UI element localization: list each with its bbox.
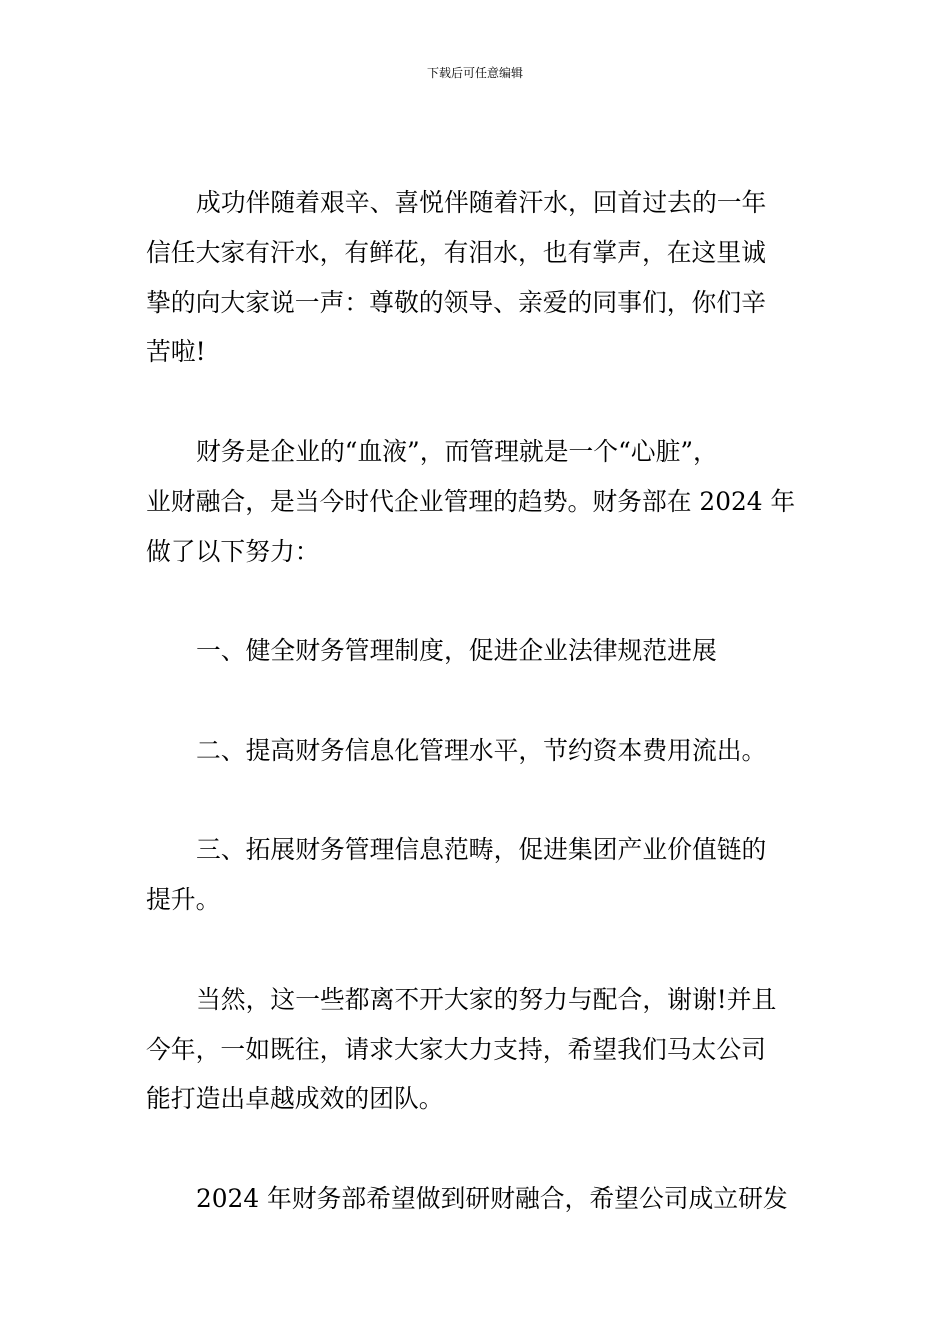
paragraph-7: [146, 1174, 810, 1224]
paragraph-line: 财务是企业的“血液”，而管理就是一个“心脏”，: [196, 436, 718, 466]
paragraph-line: 2024 年财务部希望做到研财融合，希望公司成立研发: [196, 1183, 788, 1213]
paragraph-line: 业财融合，是当今时代企业管理的趋势。财务部在 2024 年: [146, 486, 796, 516]
paragraph-line: 当然，这一些都离不开大家的努力与配合，谢谢!并且: [196, 984, 777, 1014]
paragraph-gap: [146, 576, 810, 626]
page-header: 下载后可任意编辑: [426, 66, 523, 80]
paragraph-line: 成功伴随着艰辛、喜悦伴随着汗水，回首过去的一年: [196, 188, 767, 217]
document-body: [146, 178, 810, 1224]
paragraph-5: [146, 825, 810, 925]
paragraph-gap: [146, 1124, 810, 1174]
paragraph-line: 二、提高财务信息化管理水平，节约资本费用流出。: [196, 735, 767, 765]
paragraph-gap: [146, 676, 810, 726]
paragraph-4: [146, 726, 810, 776]
paragraph-line: 今年，一如既往，请求大家大力支持，希望我们马太公司: [146, 1034, 766, 1064]
paragraph-line: 信任大家有汗水，有鲜花，有泪水，也有掌声，在这里诚: [146, 237, 766, 267]
paragraph-6: [146, 975, 810, 1124]
paragraph-3: [146, 626, 810, 676]
paragraph-line: 挚的向大家说一声：尊敬的领导、亲爱的同事们，你们辛: [146, 287, 766, 317]
paragraph-2: [146, 427, 810, 576]
paragraph-line: 提升。: [146, 885, 221, 915]
paragraph-line: 一、健全财务管理制度，促进企业法律规范进展: [196, 636, 717, 666]
paragraph-line: 苦啦!: [146, 337, 206, 367]
paragraph-gap: [146, 776, 810, 826]
paragraph-gap: [146, 377, 810, 427]
paragraph-line: 能打造出卓越成效的团队。: [146, 1084, 444, 1114]
paragraph-line: 做了以下努力：: [146, 536, 320, 566]
paragraph-gap: [146, 925, 810, 975]
paragraph-1: [146, 178, 810, 377]
paragraph-line: 三、拓展财务管理信息范畴，促进集团产业价值链的: [196, 835, 767, 865]
